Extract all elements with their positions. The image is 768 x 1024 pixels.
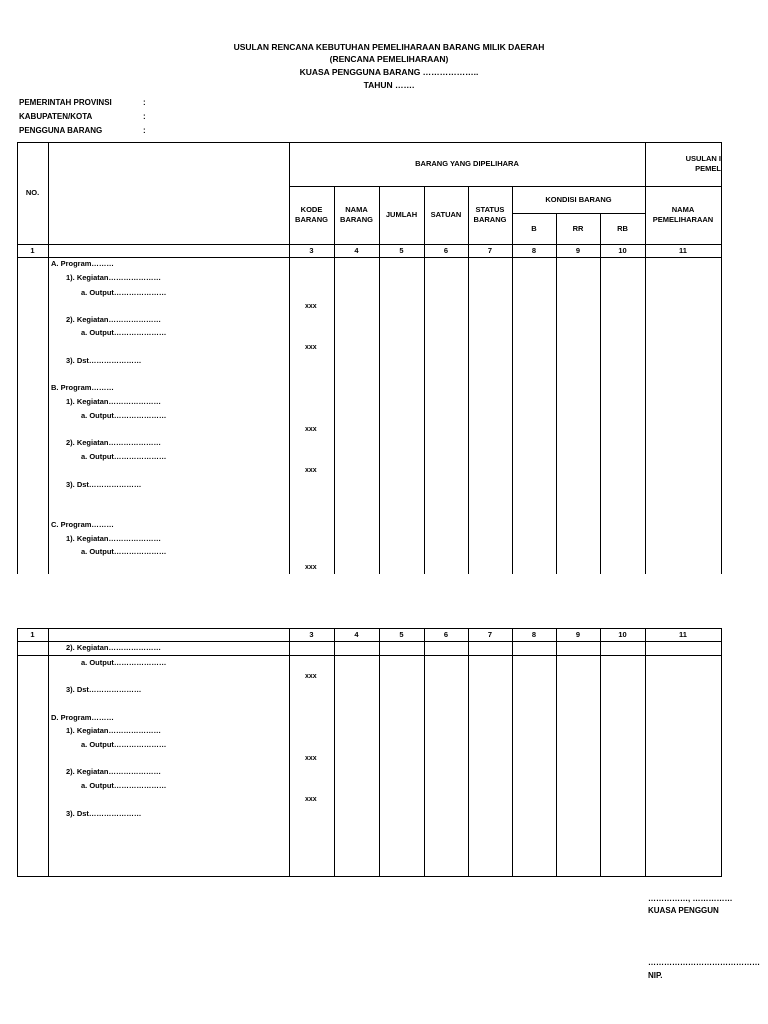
- col-number: 5: [399, 629, 404, 639]
- col-number: 4: [354, 629, 359, 639]
- row-kegiatan: 1). Kegiatan…………………: [66, 534, 162, 543]
- col-group-usulan: [645, 150, 721, 178]
- field-sep: :: [143, 112, 146, 121]
- row-output: a. Output…………………: [81, 328, 167, 337]
- row-output: a. Output…………………: [81, 658, 167, 667]
- field-sep: :: [143, 98, 146, 107]
- col-header-satuan: SATUAN: [430, 210, 462, 219]
- row-kegiatan: 1). Kegiatan…………………: [66, 726, 162, 735]
- col-header-no: NO.: [25, 188, 40, 197]
- row-dst: 3). Dst…………………: [66, 480, 142, 489]
- doc-title: USULAN RENCANA KEBUTUHAN PEMELIHARAAN BARANG MILIK DAERAH: [233, 42, 545, 52]
- field-pemerintah-provinsi: PEMERINTAH PROVINSI: [19, 98, 112, 107]
- row-kegiatan: 2). Kegiatan…………………: [66, 767, 162, 776]
- field-pengguna-barang: PENGGUNA BARANG: [19, 126, 103, 135]
- row-dst: 3). Dst…………………: [66, 685, 142, 694]
- field-kabupaten-kota: KABUPATEN/KOTA: [19, 112, 93, 121]
- col-header-status: STATUS BARANG: [473, 205, 507, 224]
- col-header-nama: NAMA BARANG: [340, 205, 373, 224]
- col-header-nama-pemeliharaan: NAMA PEMELIHARAAN: [652, 205, 714, 224]
- kode-placeholder: xxx: [305, 303, 317, 310]
- footer-date: ……………, ……………: [648, 894, 733, 903]
- col-number: 7: [487, 629, 493, 639]
- col-number: 10: [618, 629, 627, 639]
- row-program: C. Program………: [51, 520, 114, 529]
- row-output: a. Output…………………: [81, 740, 167, 749]
- col-number: 9: [575, 629, 581, 639]
- row-kegiatan: 2). Kegiatan…………………: [66, 438, 162, 447]
- footer-sign-line: ……………………………………: [648, 958, 760, 967]
- kode-placeholder: xxx: [305, 673, 317, 680]
- kode-placeholder: xxx: [305, 796, 317, 803]
- col-number: 11: [679, 629, 687, 639]
- doc-tahun: TAHUN …….: [363, 80, 415, 90]
- col-group-barang: BARANG YANG DIPELIHARA: [415, 159, 519, 168]
- col-number: 7: [487, 245, 493, 255]
- kode-placeholder: xxx: [305, 344, 317, 351]
- col-number: 3: [309, 245, 314, 255]
- col-number: 4: [354, 245, 359, 255]
- col-header-kondisi: KONDISI BARANG: [545, 194, 612, 204]
- row-program: D. Program………: [51, 713, 114, 722]
- col-number: 3: [309, 629, 314, 639]
- col-number: 1: [30, 629, 35, 639]
- row-output: a. Output…………………: [81, 288, 167, 297]
- col-group-usulan-line2: PEMEL: [695, 164, 721, 173]
- row-output: a. Output…………………: [81, 781, 167, 790]
- kode-placeholder: xxx: [305, 564, 317, 571]
- col-header-b: B: [531, 223, 537, 233]
- footer-nip: NIP.: [648, 971, 663, 980]
- kode-placeholder: xxx: [305, 467, 317, 474]
- col-number: 8: [531, 245, 537, 255]
- row-output: a. Output…………………: [81, 411, 167, 420]
- col-number: 6: [443, 629, 449, 639]
- row-dst: 3). Dst…………………: [66, 809, 142, 818]
- row-kegiatan: 2). Kegiatan…………………: [66, 315, 162, 324]
- row-kegiatan: 1). Kegiatan…………………: [66, 397, 162, 406]
- row-kegiatan: 1). Kegiatan…………………: [66, 273, 162, 282]
- col-group-usulan-line1: USULAN I: [685, 154, 721, 163]
- col-number: 8: [531, 629, 537, 639]
- col-number: 6: [443, 245, 449, 255]
- col-number: 1: [30, 245, 35, 255]
- footer-title: KUASA PENGGUN: [648, 906, 719, 915]
- kode-placeholder: xxx: [305, 755, 317, 762]
- row-kegiatan: 2). Kegiatan…………………: [66, 643, 162, 652]
- row-output: a. Output…………………: [81, 547, 167, 556]
- row-dst: 3). Dst…………………: [66, 356, 142, 365]
- doc-subtitle: (RENCANA PEMELIHARAAN): [329, 54, 449, 64]
- doc-kuasa: KUASA PENGGUNA BARANG ………………..: [299, 67, 479, 77]
- row-output: a. Output…………………: [81, 452, 167, 461]
- col-number: 5: [399, 245, 404, 255]
- kode-placeholder: xxx: [305, 426, 317, 433]
- col-header-rb: RB: [617, 223, 628, 233]
- col-number: 11: [679, 245, 687, 255]
- row-program: A. Program………: [51, 259, 114, 268]
- col-number: 10: [618, 245, 627, 255]
- field-sep: :: [143, 126, 146, 135]
- col-header-rr: RR: [572, 223, 584, 233]
- col-number: 9: [575, 245, 581, 255]
- col-header-kode: KODE BARANG: [295, 205, 328, 224]
- row-program: B. Program………: [51, 383, 114, 392]
- col-header-jumlah: JUMLAH: [385, 210, 418, 219]
